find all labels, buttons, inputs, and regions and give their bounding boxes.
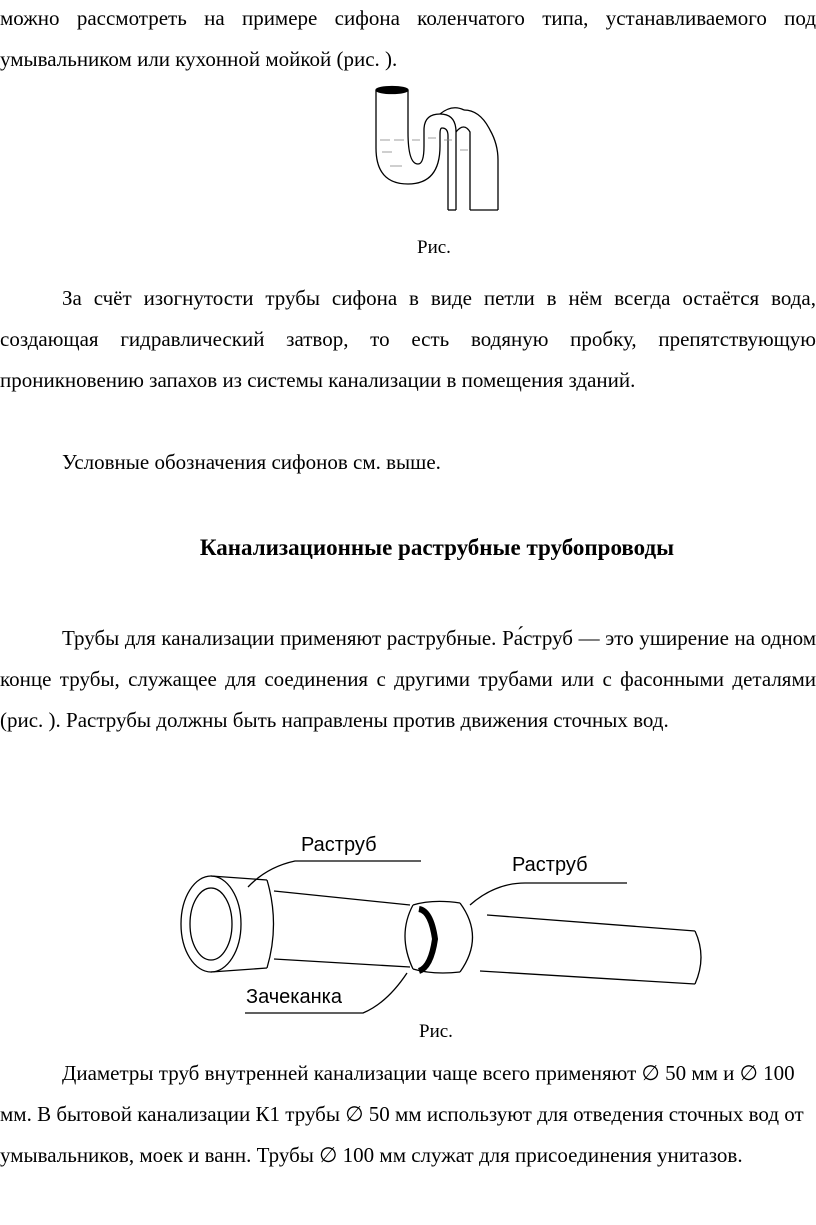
paragraph-siphon-intro: можно рассмотреть на примере сифона коленчатого типа, устанавливаемого под умывальником или кухонной мойкой (рис. ). — [0, 6, 816, 71]
label-socket-left: Раструб — [301, 834, 377, 856]
label-caulking: Зачеканка — [246, 986, 342, 1008]
paragraph-water-seal: За счёт изогнутости трубы сифона в виде петли в нём всегда остаётся вода, создающая гидравлический затвор, то есть водяную пробку, препятствующую проникновению запахов из системы канализации в помещения зданий. — [0, 286, 816, 392]
paragraph-symbols-note: Условные обозначения сифонов см. выше. — [62, 450, 441, 474]
figure-1-caption: Рис. — [417, 237, 451, 258]
paragraph-pipe-diameters: Диаметры труб внутренней канализации чаще всего применяют ∅ 50 мм и ∅ 100 мм. В бытовой канализации К1 трубы ∅ 50 мм используют для отведения сточных вод от умывальников, моек и ванн. Трубы ∅ 100 мм служат для присоединения унитазов. — [0, 1061, 804, 1167]
section-heading: Канализационные раструбные трубопроводы — [199, 535, 675, 560]
figure-2-caption: Рис. — [419, 1021, 453, 1042]
paragraph-socket-pipes: Трубы для канализации применяют раструбные. Ра́струб — это уширение на одном конце трубы, служащее для соединения с другими трубами или с фасонными деталями (рис. ). Раструбы должны быть направлены против движения сточных вод. — [0, 626, 816, 732]
label-socket-right: Раструб — [512, 854, 588, 876]
siphon-figure — [360, 80, 510, 220]
